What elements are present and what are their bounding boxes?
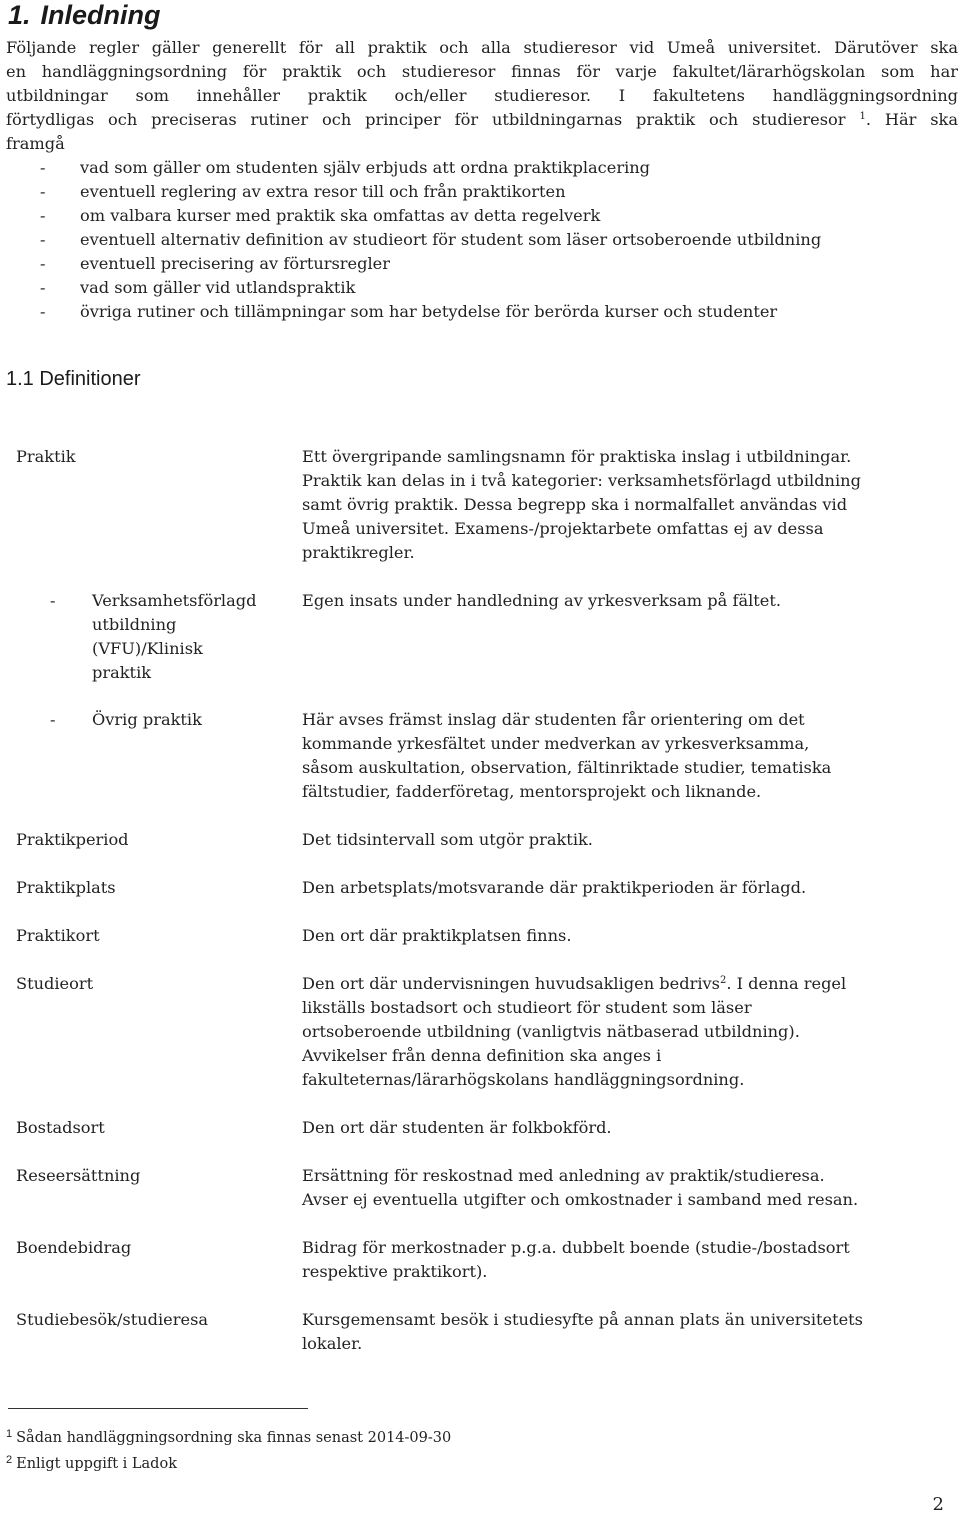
footnote-number: 1 — [6, 1428, 13, 1440]
bullet-dash: - — [40, 278, 46, 297]
list-item — [6, 180, 956, 204]
definition-term: Praktikperiod — [16, 830, 129, 849]
definition-line: såsom auskultation, observation, fältinriktade studier, tematiska — [302, 758, 832, 777]
chapter-number: 1. — [8, 0, 31, 30]
subterm-dash: - — [50, 710, 56, 729]
list-item-text: eventuell precisering av förtursregler — [80, 254, 390, 273]
bullet-dash: - — [40, 182, 46, 201]
definition-line: Ersättning för reskostnad med anledning av praktik/studieresa. — [302, 1166, 825, 1185]
definition-line: praktikregler. — [302, 543, 415, 562]
list-item-text: vad som gäller om studenten själv erbjuds att ordna praktikplacering — [80, 158, 651, 177]
definition-term: Studieort — [16, 974, 94, 993]
intro-line-tail: . Här ska — [865, 110, 958, 129]
list-item-text: om valbara kurser med praktik ska omfattas av detta regelverk — [80, 206, 601, 225]
footnote-marker: 2 — [719, 975, 727, 986]
intro-line: utbildningar som innehåller praktik och/eller studieresor. I fakultetens handläggningsordning — [6, 86, 958, 105]
list-item — [6, 276, 956, 300]
subterm-line: Verksamhetsförlagd — [92, 591, 257, 610]
definition-line: Bidrag för merkostnader p.g.a. dubbelt boende (studie-/bostadsort — [302, 1238, 850, 1257]
definition-line: fältstudier, fadderföretag, mentorsprojekt och liknande. — [302, 782, 762, 801]
list-item — [6, 252, 956, 276]
footnote-text: Sådan handläggningsordning ska finnas senast 2014-09-30 — [16, 1430, 452, 1446]
intro-line-with-footnote — [6, 108, 958, 132]
definition-line: Kursgemensamt besök i studiesyfte på annan plats än universitetets — [302, 1310, 863, 1329]
definition-line: ortsoberoende utbildning (vanligtvis nätbaserad utbildning). — [302, 1022, 800, 1041]
definition-text — [302, 1236, 942, 1284]
definition-line-with-footnote — [302, 972, 942, 996]
definition-term: Reseersättning — [16, 1166, 141, 1185]
definition-line: Avser ej eventuella utgifter och omkostnader i samband med resan. — [302, 1190, 859, 1209]
list-item-text: övriga rutiner och tillämpningar som har betydelse för berörda kurser och studenter — [80, 302, 778, 321]
definition-term: Praktikort — [16, 926, 100, 945]
definition-line: Här avses främst inslag där studenten får orientering om det — [302, 710, 805, 729]
intro-paragraph — [6, 36, 958, 156]
subterm-line: praktik — [92, 663, 152, 682]
definition-line: Den ort där praktikplatsen finns. — [302, 926, 572, 945]
definition-line: Umeå universitet. Examens-/projektarbete omfattas ej av dessa — [302, 519, 824, 538]
bullet-dash: - — [40, 230, 46, 249]
list-item-text: eventuell alternativ definition av studieort för student som läser ortsoberoende utbildning — [80, 230, 822, 249]
intro-line: en handläggningsordning för praktik och studieresor finnas för varje fakultet/lärarhögskolan som har — [6, 62, 958, 81]
definition-text — [302, 972, 942, 1092]
subterm-line: Övrig praktik — [92, 710, 202, 729]
definition-line: likställs bostadsort och studieort för student som läser — [302, 998, 752, 1017]
definition-text — [302, 924, 942, 948]
bullet-dash: - — [40, 254, 46, 273]
bullet-list — [6, 156, 956, 324]
section-heading: 1.1 Definitioner — [6, 368, 141, 390]
definition-line-text: Den ort där undervisningen huvudsakligen bedrivs — [302, 974, 720, 993]
footnote — [6, 1450, 177, 1474]
list-item-text: eventuell reglering av extra resor till och från praktikorten — [80, 182, 566, 201]
definition-line: samt övrig praktik. Dessa begrepp ska i normalfallet användas vid — [302, 495, 848, 514]
subterm-dash: - — [50, 591, 56, 610]
footnote-number: 2 — [6, 1454, 13, 1466]
definition-line: fakulteternas/lärarhögskolans handläggningsordning. — [302, 1070, 745, 1089]
intro-line-text: förtydligas och preciseras rutiner och principer för utbildningarnas praktik och studieresor — [6, 110, 846, 129]
definition-line: Det tidsintervall som utgör praktik. — [302, 830, 593, 849]
definition-term: Praktik — [16, 447, 76, 466]
definition-text — [302, 445, 942, 565]
definition-text — [302, 828, 942, 852]
definition-line: Egen insats under handledning av yrkesverksam på fältet. — [302, 591, 782, 610]
list-item — [6, 156, 956, 180]
definition-line: Den arbetsplats/motsvarande där praktikperioden är förlagd. — [302, 878, 807, 897]
definition-text — [302, 589, 942, 613]
bullet-dash: - — [40, 206, 46, 225]
definition-term: Boendebidrag — [16, 1238, 132, 1257]
footnote — [6, 1424, 451, 1448]
list-item — [6, 204, 956, 228]
chapter-heading — [8, 0, 161, 31]
definition-text — [302, 1164, 942, 1212]
chapter-title: Inledning — [40, 0, 161, 30]
definition-line: lokaler. — [302, 1334, 363, 1353]
definition-text — [302, 708, 942, 804]
definition-line: kommande yrkesfältet under medverkan av yrkesverksamma, — [302, 734, 810, 753]
definition-line: Praktik kan delas in i två kategorier: verksamhetsförlagd utbildning — [302, 471, 861, 490]
definition-text — [302, 876, 942, 900]
definition-line: Avvikelser från denna definition ska anges i — [302, 1046, 662, 1065]
definition-subterm — [50, 589, 290, 685]
definition-term: Studiebesök/studieresa — [16, 1310, 209, 1329]
list-item — [6, 300, 956, 324]
bullet-dash: - — [40, 302, 46, 321]
footnote-marker: 1 — [859, 111, 866, 122]
definition-line: respektive praktikort). — [302, 1262, 488, 1281]
definition-term: Praktikplats — [16, 878, 116, 897]
definition-line: Ett övergripande samlingsnamn för praktiska inslag i utbildningar. — [302, 447, 852, 466]
footnote-text: Enligt uppgift i Ladok — [16, 1456, 177, 1472]
footnote-divider — [8, 1408, 308, 1409]
definition-text — [302, 1116, 942, 1140]
intro-line: framgå — [6, 134, 65, 153]
subterm-line: (VFU)/Klinisk — [92, 639, 203, 658]
page-number: 2 — [932, 1494, 944, 1515]
list-item-text: vad som gäller vid utlandspraktik — [80, 278, 356, 297]
definition-term: Bostadsort — [16, 1118, 105, 1137]
list-item — [6, 228, 956, 252]
definition-text — [302, 1308, 942, 1356]
subterm-line: utbildning — [92, 615, 177, 634]
definition-line: Den ort där studenten är folkbokförd. — [302, 1118, 612, 1137]
definition-subterm — [50, 708, 290, 732]
definition-line-tail: . I denna regel — [726, 974, 847, 993]
bullet-dash: - — [40, 158, 46, 177]
intro-line: Följande regler gäller generellt för all praktik och alla studieresor vid Umeå universitet. Därutöver ska — [6, 38, 958, 57]
